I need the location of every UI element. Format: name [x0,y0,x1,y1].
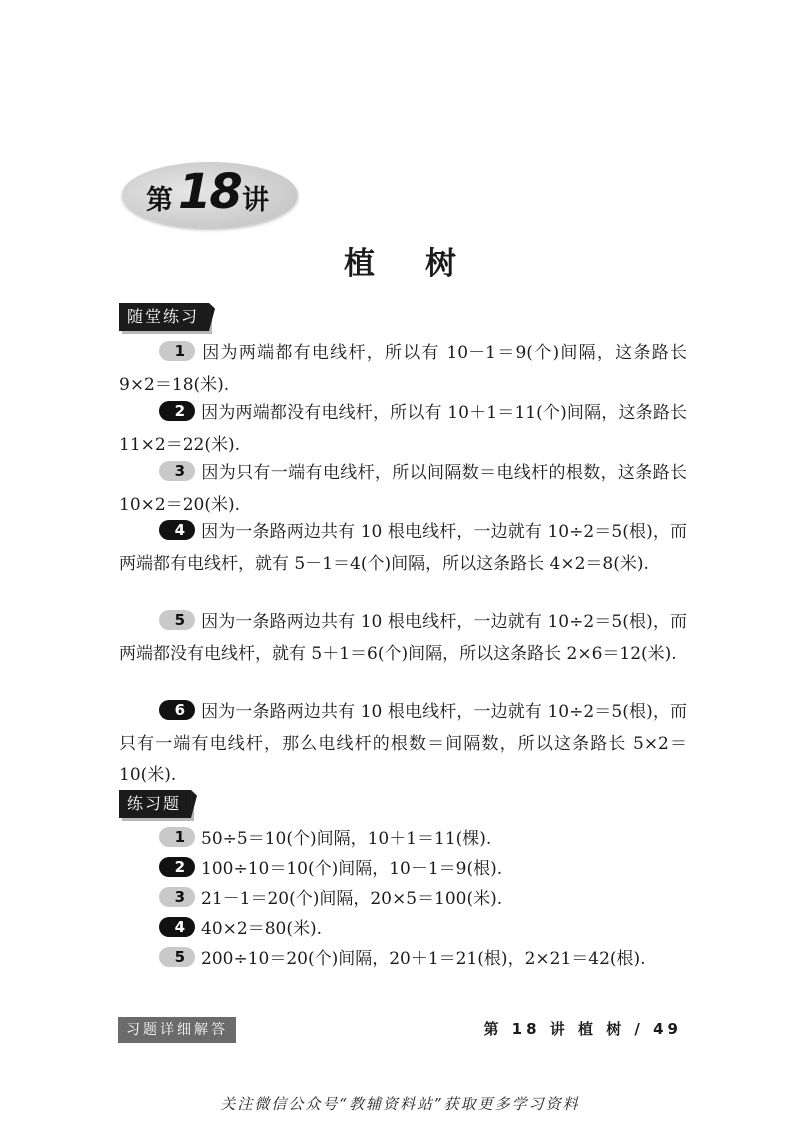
answer-item [119,944,687,976]
item-number-badge: 3 [159,461,195,481]
answer-item [119,607,687,670]
running-footer: 第 18 讲 植 树 / 49 [483,1020,682,1038]
item-number-badge: 5 [159,610,195,630]
page-title: 植树 [344,246,506,282]
answer-text: 因为两端都没有电线杆，所以有 10＋1＝11(个)间隔，这条路长 11×2＝22(米). [119,403,687,455]
item-number-badge: 4 [159,917,195,937]
answer-text: 40×2＝80(米). [201,919,322,939]
answer-text: 50÷5＝10(个)间隔，10＋1＝11(棵). [201,829,492,849]
item-number-badge: 2 [159,857,195,877]
answer-text: 100÷10＝10(个)间隔，10－1＝9(根). [201,859,503,879]
chapter-prefix: 第 [146,185,173,216]
item-number-badge: 4 [159,520,195,540]
answer-item [119,398,687,461]
watermark-note: 关注微信公众号“教辅资料站”获取更多学习资料 [220,1095,580,1113]
footer-section-tag: 习题详细解答 [118,1017,236,1043]
chapter-badge [122,162,298,228]
item-number-badge: 6 [159,700,195,720]
item-number-badge: 1 [159,827,195,847]
item-number-badge: 3 [159,887,195,907]
answer-item [119,884,687,916]
item-number-badge: 2 [159,401,195,421]
answer-text: 因为只有一端有电线杆，所以间隔数＝电线杆的根数，这条路长 10×2＝20(米). [119,463,687,515]
answer-text: 因为一条路两边共有 10 根电线杆，一边就有 10÷2＝5(根)，而两端都有电线杆，就有 5－1＝4(个)间隔，所以这条路长 4×2＝8(米). [119,522,687,574]
answer-text: 200÷10＝20(个)间隔，20＋1＝21(根)，2×21＝42(根). [201,949,646,969]
answer-item [119,458,687,521]
answer-text: 因为一条路两边共有 10 根电线杆，一边就有 10÷2＝5(根)，而两端都没有电线杆，就有 5＋1＝6(个)间隔，所以这条路长 2×6＝12(米). [119,612,687,664]
item-number-badge: 1 [159,341,195,361]
chapter-number: 18 [178,164,241,220]
answer-item [119,517,687,580]
answer-item [119,697,687,792]
answer-text: 因为一条路两边共有 10 根电线杆，一边就有 10÷2＝5(根)，而只有一端有电线杆，那么电线杆的根数＝间隔数，所以这条路长 5×2＝10(米). [119,702,687,785]
answer-item [119,824,687,856]
answer-item [119,338,687,401]
section-label-practice: 随堂练习 [119,303,209,331]
chapter-suffix: 讲 [242,185,269,216]
item-number-badge: 5 [159,947,195,967]
answer-text: 21－1＝20(个)间隔，20×5＝100(米). [201,889,503,909]
section-label-exercises: 练习题 [119,790,191,818]
answer-item [119,854,687,886]
answer-text: 因为两端都有电线杆，所以有 10－1＝9(个)间隔，这条路长 9×2＝18(米). [119,343,687,395]
answer-item [119,914,687,946]
